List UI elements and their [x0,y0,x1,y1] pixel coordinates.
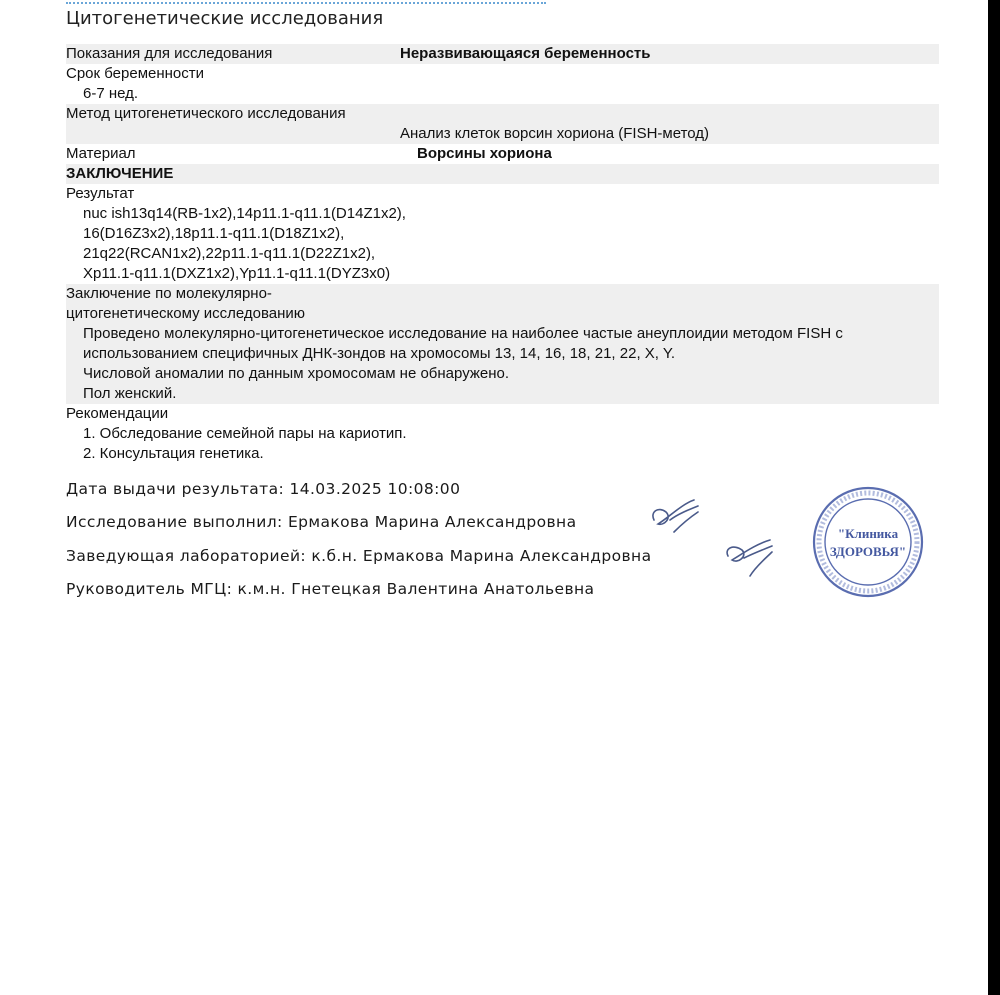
result-line: nuc ish13q14(RB-1x2),14p11.1-q11.1(D14Z1x2), [83,205,406,222]
result-label: Результат [66,185,135,202]
stamp-text-line1: "Клиника [837,526,899,541]
term-label: Срок беременности [66,65,205,82]
material-value: Ворсины хориона [417,145,552,162]
term-value: 6-7 нед. [83,85,139,102]
mgc-head: Руководитель МГЦ: к.м.н. Гнетецкая Валентина Анатольевна [66,580,595,598]
molecular-text-line: использованием специфичных ДНК-зондов на хромосомы 13, 14, 16, 18, 21, 22, X, Y. [83,345,676,362]
result-line: 21q22(RCAN1x2),22p11.1-q11.1(D22Z1x2), [83,245,376,262]
molecular-text-line: Проведено молекулярно-цитогенетическое исследование на наиболее частые анеуплоидии методом FISH с [83,325,843,342]
material-label: Материал [66,145,136,162]
recommendation-item: 1. Обследование семейной пары на кариотип. [83,425,407,442]
molecular-text-line: Пол женский. [83,385,177,402]
signature-2 [722,534,778,582]
recommendations-row [66,404,939,464]
term-row [66,64,939,104]
method-row [66,104,939,144]
molecular-label: Заключение по молекулярно- [66,285,272,302]
stamp-text-line2: ЗДОРОВЬЯ" [829,544,907,559]
header-link-fragment [66,0,546,4]
indications-row [66,44,939,64]
result-line: 16(D16Z3x2),18p11.1-q11.1(D18Z1x2), [83,225,345,242]
page-title: Цитогенетические исследования [66,8,384,29]
result-line: Xp11.1-q11.1(DXZ1x2),Yp11.1-q11.1(DYZ3x0) [83,265,391,282]
molecular-conclusion-row [66,284,939,404]
lab-head: Заведующая лабораторией: к.б.н. Ермакова Марина Александровна [66,547,652,565]
clinic-stamp [812,486,924,598]
molecular-text-line: Числовой аномалии по данным хромосомам не обнаружено. [83,365,510,382]
issue-date: Дата выдачи результата: 14.03.2025 10:08:00 [66,480,461,498]
stamp-seal-icon [812,486,924,598]
recommendation-item: 2. Консультация генетика. [83,445,264,462]
signature-1 [648,496,704,538]
material-row [66,144,939,164]
recommendations-label: Рекомендации [66,405,169,422]
method-label: Метод цитогенетического исследования [66,105,346,122]
molecular-label: цитогенетическому исследованию [66,305,306,322]
indications-label: Показания для исследования [66,45,273,62]
indications-value: Неразвивающаяся беременность [400,45,651,62]
conclusion-header: ЗАКЛЮЧЕНИЕ [66,164,939,184]
window-edge [988,0,1000,995]
result-row [66,184,939,284]
performed-by: Исследование выполнил: Ермакова Марина Александровна [66,513,577,531]
method-value: Анализ клеток ворсин хориона (FISH-метод) [400,125,710,142]
